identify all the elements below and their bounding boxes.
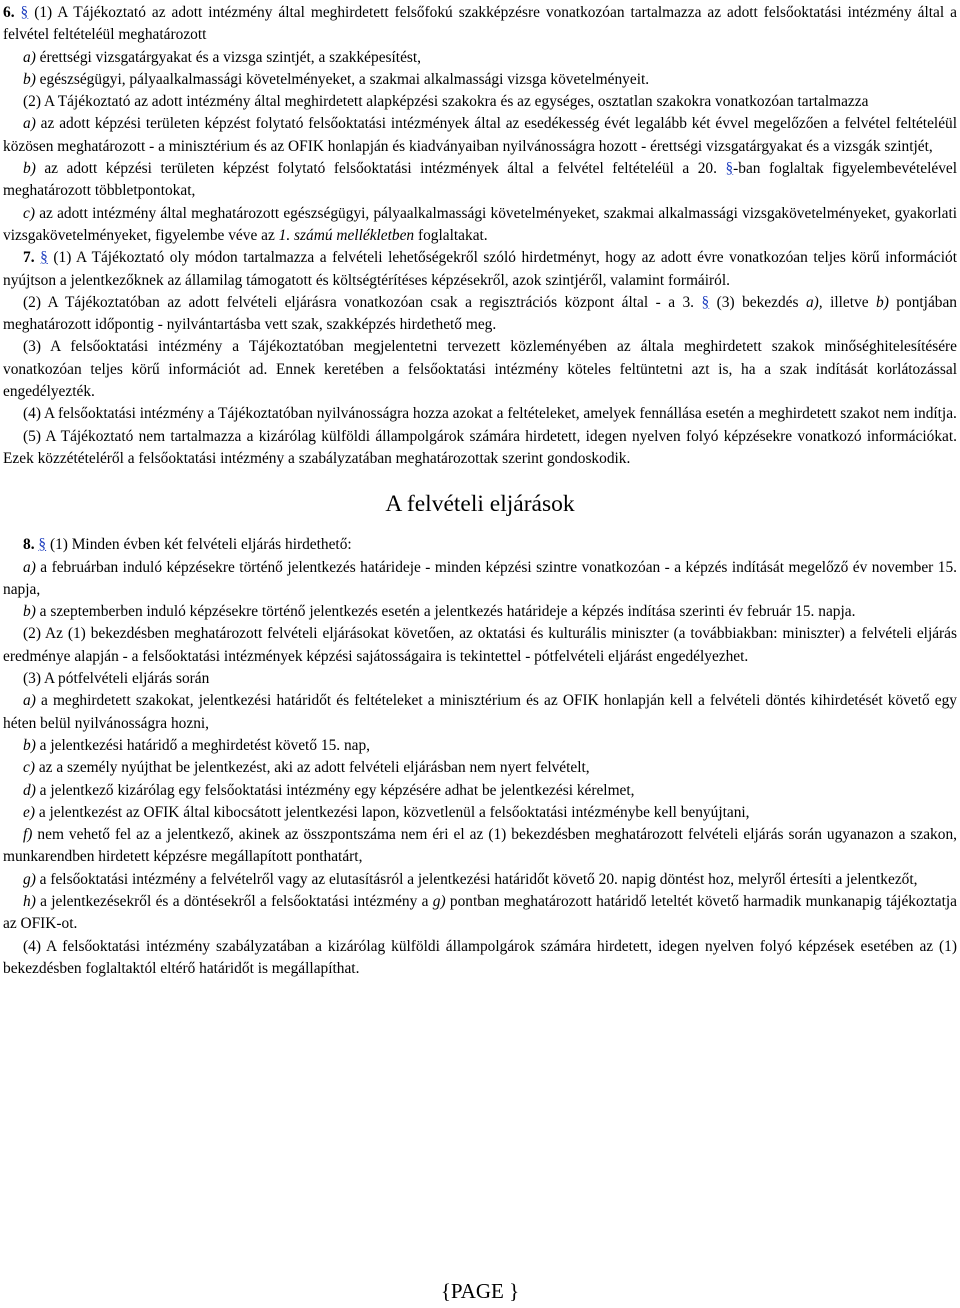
sec7-p2-text-4: pontjában meghatározott időpontig - nyilvántartásba vett szak, szakképzés hirdethető meg. <box>3 293 957 334</box>
sec6-p1-text: (1) A Tájékoztató az adott intézmény által meghirdetett felsőfokú szakképzésre vonatkozóan tartalmazza az adott felsőoktatási intézmény által a felvétel feltételéül meghatározott <box>3 4 957 44</box>
sec6-p2a-text: az adott képzési területen képzést folytató felsőoktatási intézmények által az esedékesség évét legalább két évvel megelőzően a felvétel feltételéül közösen meghatározott - a minisztérium és az OFIK honlapján és kiadványaiban nyilvánosságra hozott - érettségi vizsgatárgyakat és a vizsgák szintjét, <box>3 115 957 155</box>
sec6-paragraph-sign: § <box>20 4 29 21</box>
sec8-p3f <box>3 824 957 869</box>
sec6-p1b-text: egészségügyi, pályaalkalmassági követelményeket, a szakmai alkalmassági vizsga követelményeit. <box>35 70 650 88</box>
sec7-p2-italic-b: b) <box>876 293 889 311</box>
sec8-p3c-label: c) <box>23 759 35 777</box>
sec8-p3f-text: nem vehető fel az a jelentkező, akinek az összpontszáma nem éri el az (1) bekezdésben meghatározott felvételi eljárás során ugyanazon a szakon, munkarendben hirdetett képzésre megállapított ponthatárt, <box>3 826 957 866</box>
sec7-p2-paragraph-sign: § <box>701 293 710 311</box>
sec8-p1a <box>3 557 957 602</box>
sec6-p2a-label: a) <box>23 115 36 133</box>
sec8-p1a-text: a februárban induló képzésekre történő jelentkezés határideje - minden képzési szintre vonatkozóan - a képzés indítását megelőző év november 15. napja, <box>3 558 957 598</box>
sec8-p3h-label: h) <box>23 892 36 910</box>
sec8-p1b-text: a szeptemberben induló képzésekre történő jelentkezés esetén a jelentkezés határideje a képzés indítása szerinti év február 15. napja. <box>35 603 856 621</box>
sec7-p2-text-1: (2) A Tájékoztatóban az adott felvételi eljárásra vonatkozóan csak a regisztrációs központ által - a 3. <box>23 293 702 311</box>
sec7-p5: (5) A Tájékoztató nem tartalmazza a kizárólag külföldi állampolgárok számára hirdetett, idegen nyelven folyó képzésekre vonatkozó információkat. Ezek közzétételéről a felsőoktatási intézmény a szabályzatában meghatározottak szerint gondoskodik. <box>3 427 957 467</box>
sec7-p2-text-2: (3) bekezdés <box>709 293 806 311</box>
section-heading: A felvételi eljárások <box>385 491 575 518</box>
sec8-p3h <box>3 891 957 936</box>
sec6-p2b-label: b) <box>23 160 36 178</box>
sec8-p4: (4) A felsőoktatási intézmény szabályzatában a kizárólag külföldi állampolgárok számára hirdetett, idegen nyelven folyó képzések esetében az (1) bekezdésben foglaltaktól eltérő határidőt is megállapíthat. <box>3 937 957 977</box>
sec8-number: 8. <box>23 536 35 554</box>
sec6-p2b-text-2: -ban foglaltak figyelembevételével meghatározott többletpontokat, <box>3 160 958 200</box>
sec8-p3a-label: a) <box>23 692 36 710</box>
sec8-p3g <box>3 869 957 891</box>
sec8-p3b-label: b) <box>23 736 36 754</box>
sec6-p2b <box>3 158 957 203</box>
sec8-p3h-italic-g: g) <box>432 892 446 910</box>
sec7-p2 <box>3 292 957 337</box>
sec6-p2c-text-1: az adott intézmény által meghatározott egészségügyi, pályaalkalmassági követelményeket, szakmai alkalmassági vizsgakövetelményeket, gyakorlati vizsgakövetelményeket, figyelembe véve az <box>3 204 957 244</box>
sec6-p1a <box>3 47 957 69</box>
document-body <box>3 0 957 980</box>
sec6-p2c-italic-ref: 1. számú mellékletben <box>278 226 415 244</box>
sec8-p3h-text-1: a jelentkezésekről és a döntésekről a felsőoktatási intézmény a <box>35 892 433 910</box>
sec7-p4: (4) A felsőoktatási intézmény a Tájékoztatóban nyilvánosságra hozza azokat a feltételeket, amelyek fennállása esetén a meghirdetett szakot nem indítja. <box>23 405 957 423</box>
sec8-p3d <box>3 780 957 802</box>
sec6-p1a-label: a) <box>23 48 36 66</box>
sec6-p1b-label: b) <box>23 70 36 88</box>
sec8-p2: (2) Az (1) bekezdésben meghatározott felvételi eljárásokat követően, az oktatási és kulturális miniszter (a továbbiakban: miniszter) a felvételi eljárás eredménye alapján - a felsőoktatási intézmények képzési sajátosságaira is tekintettel - pótfelvételi eljárást engedélyezhet. <box>3 625 957 665</box>
sec8-p3g-text: a felsőoktatási intézmény a felvételről vagy az elutasításról a jelentkezési határidőt követő 20. napig döntést hoz, melyről értesíti a jelentkezőt, <box>35 870 918 888</box>
sec7-p3: (3) A felsőoktatási intézmény a Tájékoztatóban megjelentetni tervezett közleményében az általa meghirdetett szakok minőséghitelesítésére vonatkozóan teljes körű információt ad. Ennek keretében a felsőoktatási intézmény köteles feltüntetni azt is, ha a szak indítását korlátozással engedélyezték. <box>3 338 957 401</box>
sec8-p3f-label: f) <box>23 826 33 844</box>
sec6-p1b <box>3 69 957 91</box>
sec7-p2-italic-a: a), <box>805 293 823 311</box>
sec8-p3d-label: d) <box>23 781 36 799</box>
sec8-paragraph-sign: § <box>38 536 47 554</box>
sec8-p3a-text: a meghirdetett szakokat, jelentkezési határidőt és feltételeket a minisztérium és az OFIK honlapján kell a felvételi döntés kihirdetését követő egy héten belül nyilvánosságra hozni, <box>3 692 957 732</box>
sec6-p1 <box>3 2 957 47</box>
sec8-p1a-label: a) <box>23 558 36 576</box>
sec7-p1 <box>3 247 957 292</box>
sec7-p1-text: (1) A Tájékoztató oly módon tartalmazza a felvételi lehetőségekről szóló hirdetményt, hogy az adott évre vonatkozóan teljes körű információt nyújtson a jelentkezőknek az államilag támogatott és költségtérítéses képzésekről, azok szintjéről, valamint formáiról. <box>3 249 957 289</box>
sec8-p1-text: (1) Minden évben két felvételi eljárás hirdethető: <box>46 536 352 554</box>
sec8-p3b-text: a jelentkezési határidő a meghirdetést követő 15. nap, <box>35 736 371 754</box>
sec7-number: 7. <box>23 249 35 267</box>
sec8-p1 <box>3 534 957 556</box>
sec6-p2a <box>3 113 957 158</box>
sec8-p1b-label: b) <box>23 603 36 621</box>
sec8-p3h-text-2: pontban meghatározott határidő leteltét követő harmadik munkanapig tájékoztatja az OFIK-ot. <box>3 892 957 933</box>
sec8-p3: (3) A pótfelvételi eljárás során <box>23 670 210 688</box>
sec6-p2b-text-1: az adott képzési területen képzést folytató felsőoktatási intézmények által a felvétel feltételéül a 20. <box>35 160 726 178</box>
sec7-p2-text-3: illetve <box>822 293 877 311</box>
sec8-p3e <box>3 802 957 824</box>
sec6-p2c <box>3 203 957 248</box>
sec8-p1b <box>3 601 957 623</box>
sec8-p3e-label: e) <box>23 803 35 821</box>
sec8-p3c <box>3 757 957 779</box>
sec6-p2c-text-2: foglaltakat. <box>414 226 488 244</box>
sec8-p3d-text: a jelentkező kizárólag egy felsőoktatási intézmény egy képzésére adhat be jelentkezési kérelmet, <box>35 781 635 799</box>
sec8-p3a <box>3 690 957 735</box>
sec8-p3b <box>3 735 957 757</box>
sec8-p3c-text: az a személy nyújthat be jelentkezést, aki az adott felvételi eljárásban nem nyert felvételt, <box>34 759 590 777</box>
page-number-field: {PAGE } <box>440 1279 520 1303</box>
sec8-p3e-text: a jelentkezést az OFIK által kibocsátott jelentkezési lapon, közvetlenül a felsőoktatási intézménybe kell benyújtani, <box>34 803 750 821</box>
sec8-p3g-label: g) <box>23 870 36 888</box>
sec6-p2: (2) A Tájékoztató az adott intézmény által meghirdetett alapképzési szakokra és az egységes, osztatlan szakokra vonatkozóan tartalmazza <box>23 93 869 111</box>
sec7-paragraph-sign: § <box>40 249 48 267</box>
sec6-p2b-paragraph-sign: § <box>725 160 734 178</box>
sec6-p2c-label: c) <box>23 204 35 222</box>
sec6-number: 6. <box>3 4 15 21</box>
sec6-p1a-text: érettségi vizsgatárgyakat és a vizsga szintjét, a szakképesítést, <box>35 48 422 66</box>
